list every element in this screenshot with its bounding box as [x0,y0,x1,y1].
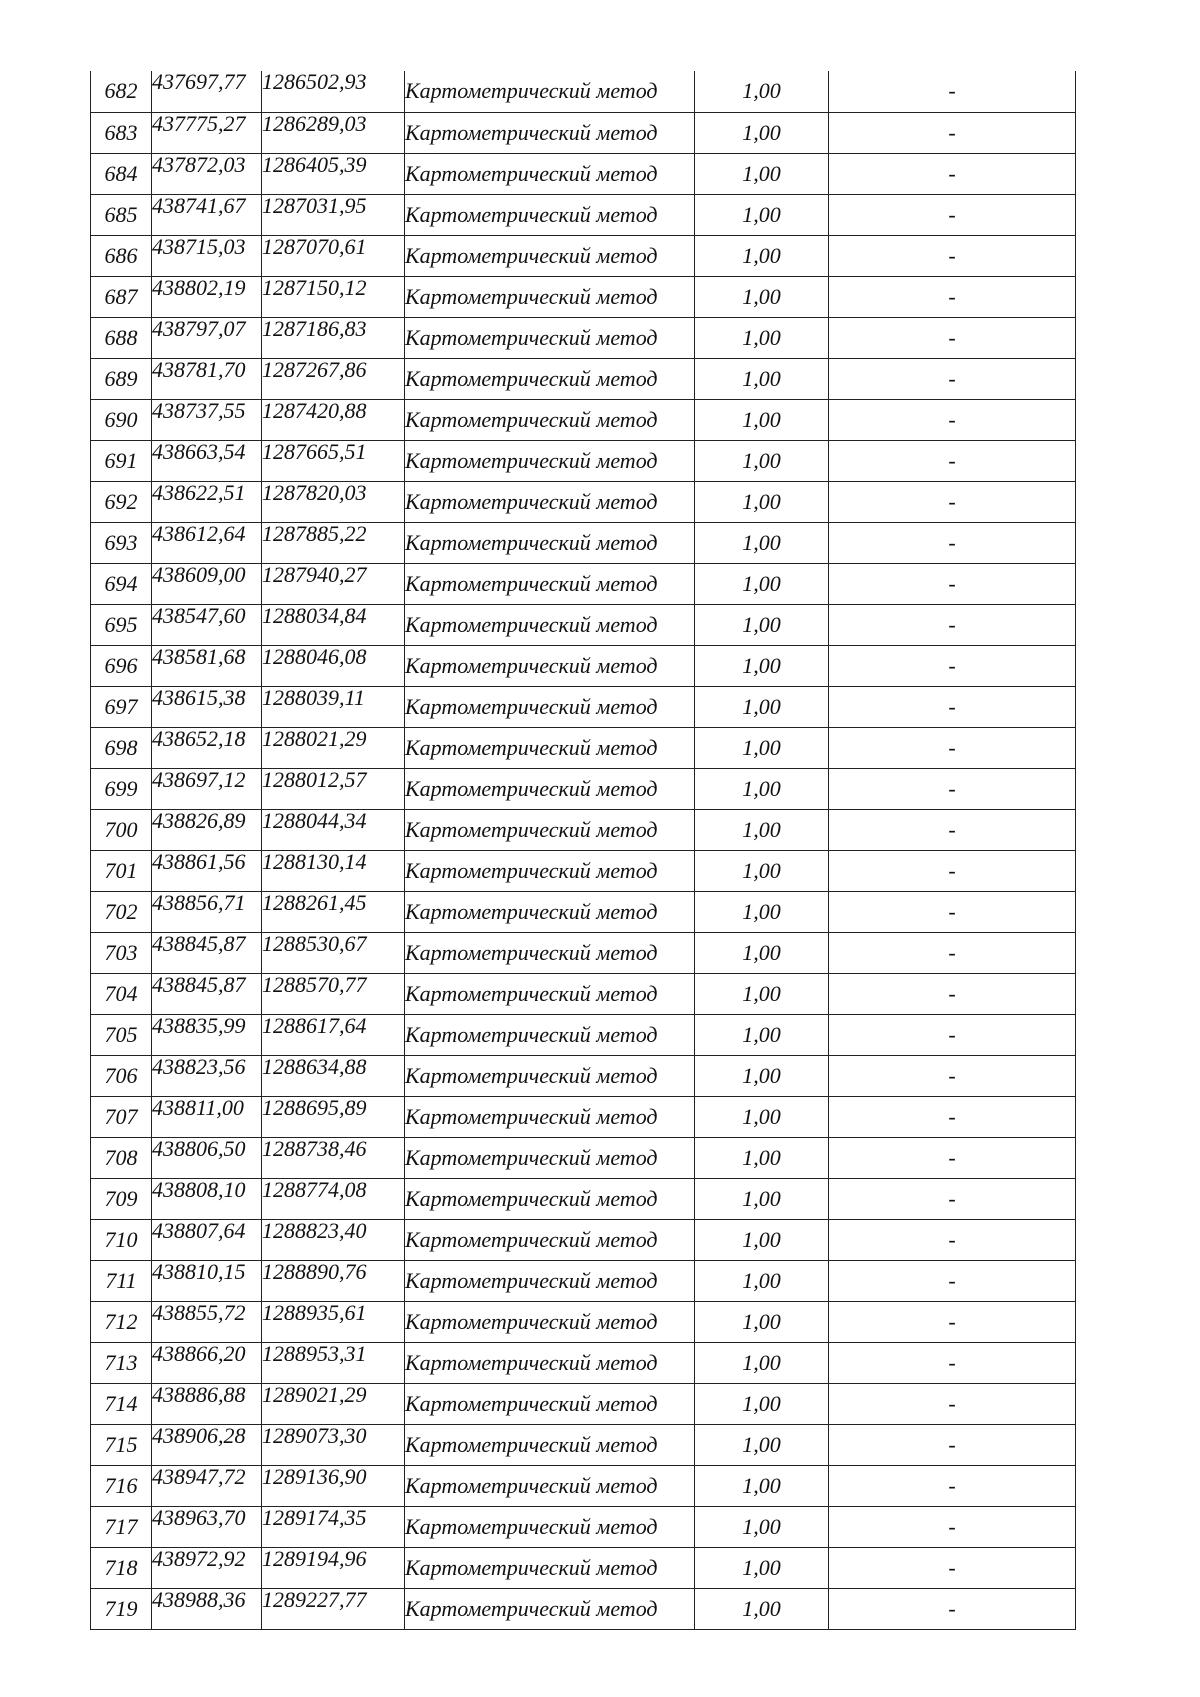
precision-cell: 1,00 [695,1055,829,1096]
method-cell: Картометрический метод [405,317,695,358]
method-cell: Картометрический метод [405,1014,695,1055]
table-row [91,1096,1076,1137]
point-number-cell: 710 [91,1219,152,1260]
point-number-cell: 699 [91,768,152,809]
point-number-cell: 711 [91,1260,152,1301]
table-row [91,1424,1076,1465]
point-number-cell: 695 [91,604,152,645]
description-cell: - [829,686,1076,727]
table-row [91,604,1076,645]
point-number-cell: 716 [91,1465,152,1506]
method-cell: Картометрический метод [405,1219,695,1260]
description-cell: - [829,1383,1076,1424]
method-cell: Картометрический метод [405,973,695,1014]
y-coordinate-cell: 1288634,88 [262,1055,405,1096]
point-number-cell: 697 [91,686,152,727]
point-number-cell: 713 [91,1342,152,1383]
y-coordinate-cell: 1289227,77 [262,1588,405,1629]
point-number-cell: 704 [91,973,152,1014]
method-cell: Картометрический метод [405,1383,695,1424]
precision-cell: 1,00 [695,481,829,522]
point-number-cell: 687 [91,276,152,317]
point-number-cell: 683 [91,112,152,153]
precision-cell: 1,00 [695,973,829,1014]
method-cell: Картометрический метод [405,809,695,850]
x-coordinate-cell: 438737,55 [152,399,262,440]
description-cell: - [829,1588,1076,1629]
x-coordinate-cell: 438906,28 [152,1424,262,1465]
table-row [91,563,1076,604]
method-cell: Картометрический метод [405,563,695,604]
y-coordinate-cell: 1287186,83 [262,317,405,358]
method-cell: Картометрический метод [405,1137,695,1178]
method-cell: Картометрический метод [405,1178,695,1219]
x-coordinate-cell: 438797,07 [152,317,262,358]
precision-cell: 1,00 [695,604,829,645]
precision-cell: 1,00 [695,1383,829,1424]
x-coordinate-cell: 438612,64 [152,522,262,563]
table-row [91,1588,1076,1629]
precision-cell: 1,00 [695,1465,829,1506]
precision-cell: 1,00 [695,71,829,112]
precision-cell: 1,00 [695,1219,829,1260]
y-coordinate-cell: 1287885,22 [262,522,405,563]
precision-cell: 1,00 [695,1547,829,1588]
description-cell: - [829,604,1076,645]
x-coordinate-cell: 438581,68 [152,645,262,686]
precision-cell: 1,00 [695,1178,829,1219]
precision-cell: 1,00 [695,1301,829,1342]
table-row [91,358,1076,399]
description-cell: - [829,399,1076,440]
description-cell: - [829,1137,1076,1178]
method-cell: Картометрический метод [405,1096,695,1137]
x-coordinate-cell: 438741,67 [152,194,262,235]
point-number-cell: 698 [91,727,152,768]
precision-cell: 1,00 [695,522,829,563]
y-coordinate-cell: 1288039,11 [262,686,405,727]
table-row [91,850,1076,891]
x-coordinate-cell: 438861,56 [152,850,262,891]
x-coordinate-cell: 438663,54 [152,440,262,481]
point-number-cell: 684 [91,153,152,194]
x-coordinate-cell: 438963,70 [152,1506,262,1547]
x-coordinate-cell: 438547,60 [152,604,262,645]
coordinates-table [90,71,1076,1630]
description-cell: - [829,768,1076,809]
description-cell: - [829,317,1076,358]
precision-cell: 1,00 [695,1506,829,1547]
description-cell: - [829,1506,1076,1547]
y-coordinate-cell: 1288021,29 [262,727,405,768]
x-coordinate-cell: 437775,27 [152,112,262,153]
table-row [91,1383,1076,1424]
point-number-cell: 706 [91,1055,152,1096]
precision-cell: 1,00 [695,1588,829,1629]
description-cell: - [829,153,1076,194]
x-coordinate-cell: 438866,20 [152,1342,262,1383]
precision-cell: 1,00 [695,1096,829,1137]
x-coordinate-cell: 438826,89 [152,809,262,850]
point-number-cell: 693 [91,522,152,563]
y-coordinate-cell: 1288570,77 [262,973,405,1014]
x-coordinate-cell: 437872,03 [152,153,262,194]
precision-cell: 1,00 [695,850,829,891]
table-row [91,1342,1076,1383]
method-cell: Картометрический метод [405,686,695,727]
y-coordinate-cell: 1287820,03 [262,481,405,522]
x-coordinate-cell: 438947,72 [152,1465,262,1506]
table-row [91,522,1076,563]
point-number-cell: 715 [91,1424,152,1465]
method-cell: Картометрический метод [405,768,695,809]
point-number-cell: 692 [91,481,152,522]
point-number-cell: 714 [91,1383,152,1424]
precision-cell: 1,00 [695,358,829,399]
precision-cell: 1,00 [695,153,829,194]
y-coordinate-cell: 1288695,89 [262,1096,405,1137]
method-cell: Картометрический метод [405,1342,695,1383]
y-coordinate-cell: 1287267,86 [262,358,405,399]
y-coordinate-cell: 1289136,90 [262,1465,405,1506]
x-coordinate-cell: 438845,87 [152,973,262,1014]
description-cell: - [829,71,1076,112]
y-coordinate-cell: 1287420,88 [262,399,405,440]
precision-cell: 1,00 [695,645,829,686]
description-cell: - [829,891,1076,932]
precision-cell: 1,00 [695,317,829,358]
point-number-cell: 709 [91,1178,152,1219]
x-coordinate-cell: 438652,18 [152,727,262,768]
table-row [91,768,1076,809]
method-cell: Картометрический метод [405,1424,695,1465]
x-coordinate-cell: 438811,00 [152,1096,262,1137]
description-cell: - [829,1301,1076,1342]
method-cell: Картометрический метод [405,1547,695,1588]
description-cell: - [829,1055,1076,1096]
point-number-cell: 696 [91,645,152,686]
table-row [91,932,1076,973]
point-number-cell: 703 [91,932,152,973]
method-cell: Картометрический метод [405,891,695,932]
y-coordinate-cell: 1287940,27 [262,563,405,604]
y-coordinate-cell: 1286502,93 [262,71,405,112]
y-coordinate-cell: 1288738,46 [262,1137,405,1178]
table-row [91,973,1076,1014]
table-row [91,399,1076,440]
description-cell: - [829,522,1076,563]
table-row [91,809,1076,850]
point-number-cell: 712 [91,1301,152,1342]
x-coordinate-cell: 438886,88 [152,1383,262,1424]
table-row [91,1301,1076,1342]
description-cell: - [829,727,1076,768]
y-coordinate-cell: 1286405,39 [262,153,405,194]
point-number-cell: 700 [91,809,152,850]
x-coordinate-cell: 438835,99 [152,1014,262,1055]
description-cell: - [829,481,1076,522]
description-cell: - [829,1424,1076,1465]
x-coordinate-cell: 438855,72 [152,1301,262,1342]
method-cell: Картометрический метод [405,276,695,317]
y-coordinate-cell: 1288046,08 [262,645,405,686]
point-number-cell: 688 [91,317,152,358]
table-row [91,112,1076,153]
x-coordinate-cell: 438823,56 [152,1055,262,1096]
description-cell: - [829,235,1076,276]
table-row [91,727,1076,768]
point-number-cell: 717 [91,1506,152,1547]
y-coordinate-cell: 1287031,95 [262,194,405,235]
description-cell: - [829,112,1076,153]
y-coordinate-cell: 1288617,64 [262,1014,405,1055]
x-coordinate-cell: 438697,12 [152,768,262,809]
table-row [91,686,1076,727]
method-cell: Картометрический метод [405,481,695,522]
x-coordinate-cell: 438806,50 [152,1137,262,1178]
description-cell: - [829,358,1076,399]
table-row [91,1055,1076,1096]
point-number-cell: 694 [91,563,152,604]
y-coordinate-cell: 1288044,34 [262,809,405,850]
y-coordinate-cell: 1288034,84 [262,604,405,645]
method-cell: Картометрический метод [405,440,695,481]
precision-cell: 1,00 [695,399,829,440]
x-coordinate-cell: 438988,36 [152,1588,262,1629]
y-coordinate-cell: 1288953,31 [262,1342,405,1383]
y-coordinate-cell: 1287150,12 [262,276,405,317]
x-coordinate-cell: 438615,38 [152,686,262,727]
description-cell: - [829,850,1076,891]
x-coordinate-cell: 438845,87 [152,932,262,973]
table-row [91,153,1076,194]
precision-cell: 1,00 [695,686,829,727]
description-cell: - [829,809,1076,850]
y-coordinate-cell: 1288823,40 [262,1219,405,1260]
table-row [91,645,1076,686]
method-cell: Картометрический метод [405,1260,695,1301]
table-row [91,235,1076,276]
method-cell: Картометрический метод [405,1301,695,1342]
y-coordinate-cell: 1289073,30 [262,1424,405,1465]
method-cell: Картометрический метод [405,399,695,440]
point-number-cell: 685 [91,194,152,235]
description-cell: - [829,1260,1076,1301]
x-coordinate-cell: 438972,92 [152,1547,262,1588]
y-coordinate-cell: 1288935,61 [262,1301,405,1342]
point-number-cell: 691 [91,440,152,481]
x-coordinate-cell: 438609,00 [152,563,262,604]
precision-cell: 1,00 [695,440,829,481]
table-row [91,1506,1076,1547]
point-number-cell: 701 [91,850,152,891]
description-cell: - [829,1547,1076,1588]
precision-cell: 1,00 [695,235,829,276]
table-row [91,1219,1076,1260]
description-cell: - [829,563,1076,604]
y-coordinate-cell: 1289194,96 [262,1547,405,1588]
method-cell: Картометрический метод [405,850,695,891]
method-cell: Картометрический метод [405,1588,695,1629]
precision-cell: 1,00 [695,891,829,932]
y-coordinate-cell: 1289174,35 [262,1506,405,1547]
description-cell: - [829,1096,1076,1137]
point-number-cell: 686 [91,235,152,276]
point-number-cell: 689 [91,358,152,399]
table-row [91,276,1076,317]
table-row [91,1547,1076,1588]
x-coordinate-cell: 438807,64 [152,1219,262,1260]
method-cell: Картометрический метод [405,1506,695,1547]
x-coordinate-cell: 438802,19 [152,276,262,317]
precision-cell: 1,00 [695,1260,829,1301]
y-coordinate-cell: 1286289,03 [262,112,405,153]
x-coordinate-cell: 438622,51 [152,481,262,522]
y-coordinate-cell: 1288130,14 [262,850,405,891]
precision-cell: 1,00 [695,727,829,768]
description-cell: - [829,973,1076,1014]
y-coordinate-cell: 1288890,76 [262,1260,405,1301]
table-row [91,317,1076,358]
precision-cell: 1,00 [695,1014,829,1055]
method-cell: Картометрический метод [405,522,695,563]
precision-cell: 1,00 [695,1424,829,1465]
table-row [91,71,1076,112]
method-cell: Картометрический метод [405,645,695,686]
x-coordinate-cell: 437697,77 [152,71,262,112]
method-cell: Картометрический метод [405,1465,695,1506]
point-number-cell: 682 [91,71,152,112]
table-row [91,194,1076,235]
description-cell: - [829,645,1076,686]
y-coordinate-cell: 1288012,57 [262,768,405,809]
method-cell: Картометрический метод [405,727,695,768]
point-number-cell: 719 [91,1588,152,1629]
description-cell: - [829,440,1076,481]
point-number-cell: 708 [91,1137,152,1178]
precision-cell: 1,00 [695,1137,829,1178]
precision-cell: 1,00 [695,809,829,850]
precision-cell: 1,00 [695,194,829,235]
method-cell: Картометрический метод [405,604,695,645]
x-coordinate-cell: 438808,10 [152,1178,262,1219]
y-coordinate-cell: 1288261,45 [262,891,405,932]
x-coordinate-cell: 438810,15 [152,1260,262,1301]
description-cell: - [829,276,1076,317]
description-cell: - [829,1342,1076,1383]
table-row [91,440,1076,481]
table-row [91,1014,1076,1055]
description-cell: - [829,1219,1076,1260]
table-row [91,481,1076,522]
precision-cell: 1,00 [695,563,829,604]
method-cell: Картометрический метод [405,112,695,153]
method-cell: Картометрический метод [405,153,695,194]
description-cell: - [829,932,1076,973]
point-number-cell: 705 [91,1014,152,1055]
point-number-cell: 707 [91,1096,152,1137]
description-cell: - [829,1465,1076,1506]
point-number-cell: 702 [91,891,152,932]
y-coordinate-cell: 1287665,51 [262,440,405,481]
table-row [91,891,1076,932]
y-coordinate-cell: 1287070,61 [262,235,405,276]
description-cell: - [829,1178,1076,1219]
y-coordinate-cell: 1288530,67 [262,932,405,973]
table-row [91,1260,1076,1301]
method-cell: Картометрический метод [405,932,695,973]
description-cell: - [829,1014,1076,1055]
method-cell: Картометрический метод [405,235,695,276]
y-coordinate-cell: 1288774,08 [262,1178,405,1219]
point-number-cell: 690 [91,399,152,440]
x-coordinate-cell: 438781,70 [152,358,262,399]
precision-cell: 1,00 [695,276,829,317]
precision-cell: 1,00 [695,112,829,153]
coordinates-table-body [91,71,1076,1629]
method-cell: Картометрический метод [405,194,695,235]
precision-cell: 1,00 [695,1342,829,1383]
table-row [91,1178,1076,1219]
method-cell: Картометрический метод [405,358,695,399]
method-cell: Картометрический метод [405,1055,695,1096]
x-coordinate-cell: 438856,71 [152,891,262,932]
description-cell: - [829,194,1076,235]
table-row [91,1137,1076,1178]
method-cell: Картометрический метод [405,71,695,112]
precision-cell: 1,00 [695,768,829,809]
precision-cell: 1,00 [695,932,829,973]
table-row [91,1465,1076,1506]
y-coordinate-cell: 1289021,29 [262,1383,405,1424]
x-coordinate-cell: 438715,03 [152,235,262,276]
point-number-cell: 718 [91,1547,152,1588]
